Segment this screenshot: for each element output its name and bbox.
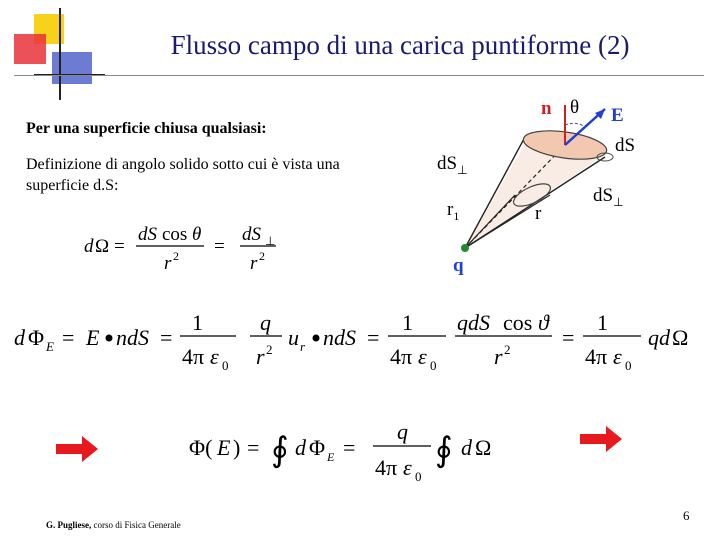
solid-angle-diagram — [425, 95, 690, 280]
svg-text:r: r — [494, 344, 503, 369]
svg-text:⊥: ⊥ — [265, 234, 276, 248]
r1-sub: 1 — [453, 208, 460, 223]
perp-surface-sub-2: ⊥ — [613, 194, 624, 209]
svg-text:d: d — [14, 325, 25, 350]
svg-text:cos: cos — [162, 224, 188, 245]
svg-text:cos: cos — [503, 310, 533, 335]
svg-text:=: = — [367, 325, 380, 350]
svg-text:dS: dS — [138, 224, 157, 245]
svg-text:4π: 4π — [375, 455, 398, 480]
svg-text:qd: qd — [648, 325, 670, 350]
svg-text:E: E — [327, 450, 335, 464]
svg-text:d: d — [461, 435, 472, 460]
svg-text:2: 2 — [504, 342, 511, 357]
svg-text:Ω: Ω — [95, 236, 110, 257]
svg-text:u: u — [288, 325, 299, 350]
svg-text:2: 2 — [173, 249, 179, 263]
svg-text:ϑ: ϑ — [538, 310, 549, 335]
svg-text:ε: ε — [403, 455, 412, 480]
svg-text:d: d — [84, 236, 94, 257]
gauss-flux-equation — [185, 415, 515, 490]
svg-text:1: 1 — [597, 310, 608, 335]
svg-text:Φ: Φ — [28, 325, 45, 350]
normal-label: n — [541, 98, 552, 119]
svg-text:r: r — [164, 253, 172, 274]
svg-text:qdS: qdS — [457, 310, 490, 335]
r1-label — [447, 199, 459, 224]
cone-drawing — [425, 95, 690, 280]
slide-title: Flusso campo di una carica puntiforme (2) — [170, 30, 630, 60]
svg-text:E: E — [46, 339, 54, 354]
svg-text:=: = — [562, 325, 575, 350]
slide-subtitle: Per una superficie chiusa qualsiasi: — [26, 120, 267, 137]
svg-text:ndS: ndS — [323, 325, 356, 350]
svg-text:E: E — [86, 325, 100, 350]
svg-text:dS: dS — [242, 224, 261, 245]
solid-angle-description: Definizione di angolo solido sotto cui è vista una superficie d.S: — [26, 156, 340, 194]
svg-text:4π: 4π — [390, 344, 413, 369]
solid-angle-equation — [80, 216, 300, 276]
svg-text:Ω: Ω — [672, 325, 689, 350]
theta-label: θ — [570, 97, 580, 118]
svg-text:d: d — [295, 435, 306, 460]
svg-text:r: r — [256, 344, 265, 369]
charge-label: q — [453, 255, 464, 276]
svg-text:Ω: Ω — [475, 435, 492, 460]
r1-text: r — [447, 199, 454, 220]
svg-text:=: = — [114, 236, 125, 257]
svg-text:0: 0 — [415, 469, 422, 484]
svg-text:2: 2 — [266, 342, 273, 357]
svg-text:ε: ε — [418, 344, 427, 369]
logo-red-square — [14, 34, 46, 64]
svg-text:=: = — [62, 325, 75, 350]
svg-text:q: q — [397, 419, 408, 444]
svg-text:∮: ∮ — [435, 432, 453, 469]
r-label: r — [535, 203, 542, 224]
title-divider — [14, 75, 704, 76]
svg-text:r: r — [250, 253, 258, 274]
svg-text:=: = — [343, 435, 356, 460]
footer-author: G. Pugliese, — [46, 520, 92, 530]
svg-text:ε: ε — [210, 344, 219, 369]
svg-text:4π: 4π — [182, 344, 205, 369]
svg-text:θ: θ — [192, 224, 202, 245]
perp-surface-text-1: dS — [437, 153, 458, 174]
svg-text:Φ(: Φ( — [189, 435, 213, 460]
svg-text:E: E — [217, 435, 231, 460]
svg-text:): ) — [233, 435, 241, 460]
svg-text:1: 1 — [192, 310, 203, 335]
svg-text:ndS: ndS — [116, 325, 149, 350]
perp-surface-text-2: dS — [593, 185, 614, 206]
slide-logo — [0, 0, 110, 105]
field-label: E — [611, 105, 624, 126]
svg-text:=: = — [160, 325, 173, 350]
perp-surface-label-1 — [437, 153, 468, 178]
svg-text:ε: ε — [613, 344, 622, 369]
svg-text:0: 0 — [430, 358, 437, 373]
svg-text:4π: 4π — [585, 344, 608, 369]
svg-text:2: 2 — [259, 249, 265, 263]
svg-text:0: 0 — [625, 358, 632, 373]
svg-text:1: 1 — [402, 310, 413, 335]
svg-text:=: = — [214, 236, 225, 257]
page-number: 6 — [683, 508, 690, 523]
perp-surface-sub-1: ⊥ — [457, 162, 468, 177]
red-arrow-left-icon — [56, 436, 98, 462]
svg-text:=: = — [247, 435, 260, 460]
footer-course: corso di Fisica Generale — [91, 520, 181, 530]
surface-label: dS — [615, 135, 636, 156]
svg-text:q: q — [260, 310, 271, 335]
logo-blue-square — [52, 52, 92, 84]
perp-surface-label-2 — [593, 185, 624, 210]
svg-text:Φ: Φ — [309, 435, 326, 460]
svg-text:0: 0 — [222, 358, 229, 373]
svg-text:r: r — [300, 339, 306, 354]
slide-footer — [46, 520, 181, 530]
red-arrow-right-icon — [580, 426, 622, 452]
svg-text:∮: ∮ — [271, 432, 289, 469]
flux-element-equation — [10, 298, 710, 383]
